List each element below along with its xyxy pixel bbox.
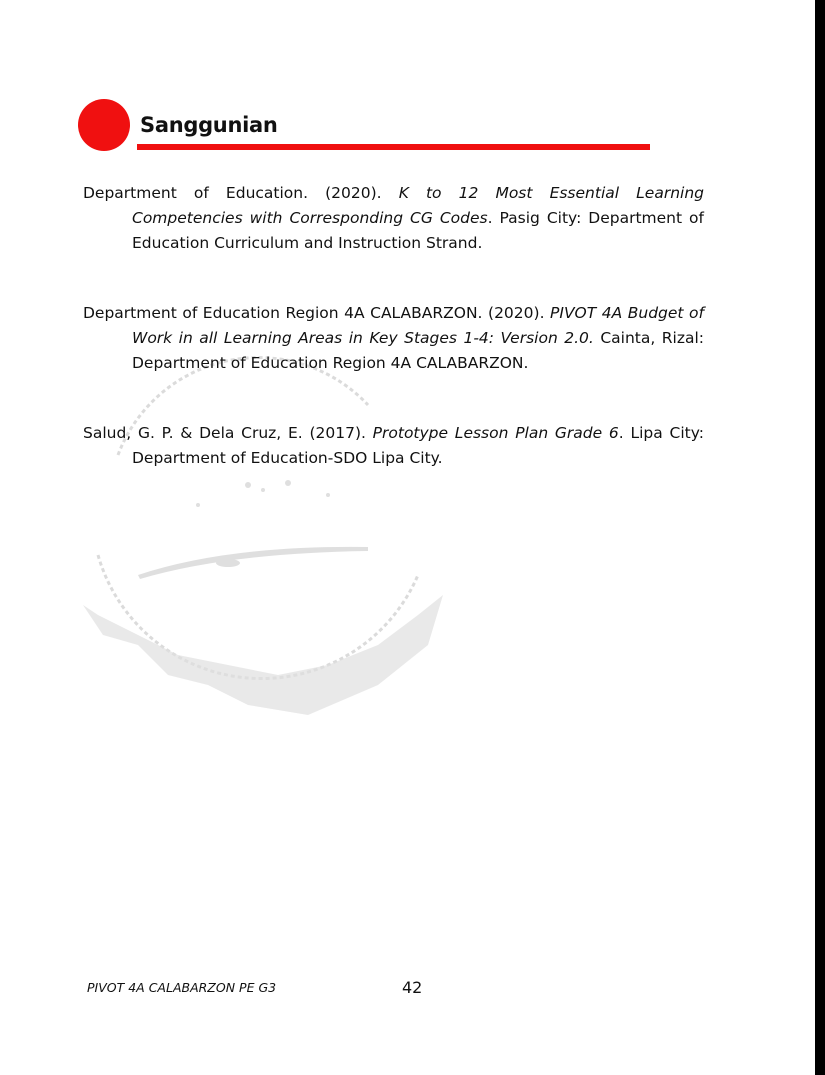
footer-module-label: PIVOT 4A CALABARZON PE G3 xyxy=(87,980,277,995)
reference-list xyxy=(83,181,704,516)
section-title: Sanggunian xyxy=(140,113,278,137)
page-number: 42 xyxy=(402,978,423,997)
page-edge xyxy=(815,0,825,1075)
header-bullet-circle xyxy=(78,99,130,151)
section-underline xyxy=(137,144,650,150)
reference-item: Salud, G. P. & Dela Cruz, E. (2017). Prototype Lesson Plan Grade 6. Lipa City: Department of Education-SDO Lipa City. xyxy=(83,424,704,467)
reference-item: Department of Education. (2020). K to 12 Most Essential Learning Competencies with Corresponding CG Codes. Pasig City: Department of Education Curriculum and Instruction Strand. xyxy=(83,184,704,252)
reference-item: Department of Education Region 4A CALABARZON. (2020). PIVOT 4A Budget of Work in all Learning Areas in Key Stages 1-4: Version 2.0. Cainta, Rizal: Department of Education Region 4A CALABARZON. xyxy=(83,304,704,372)
